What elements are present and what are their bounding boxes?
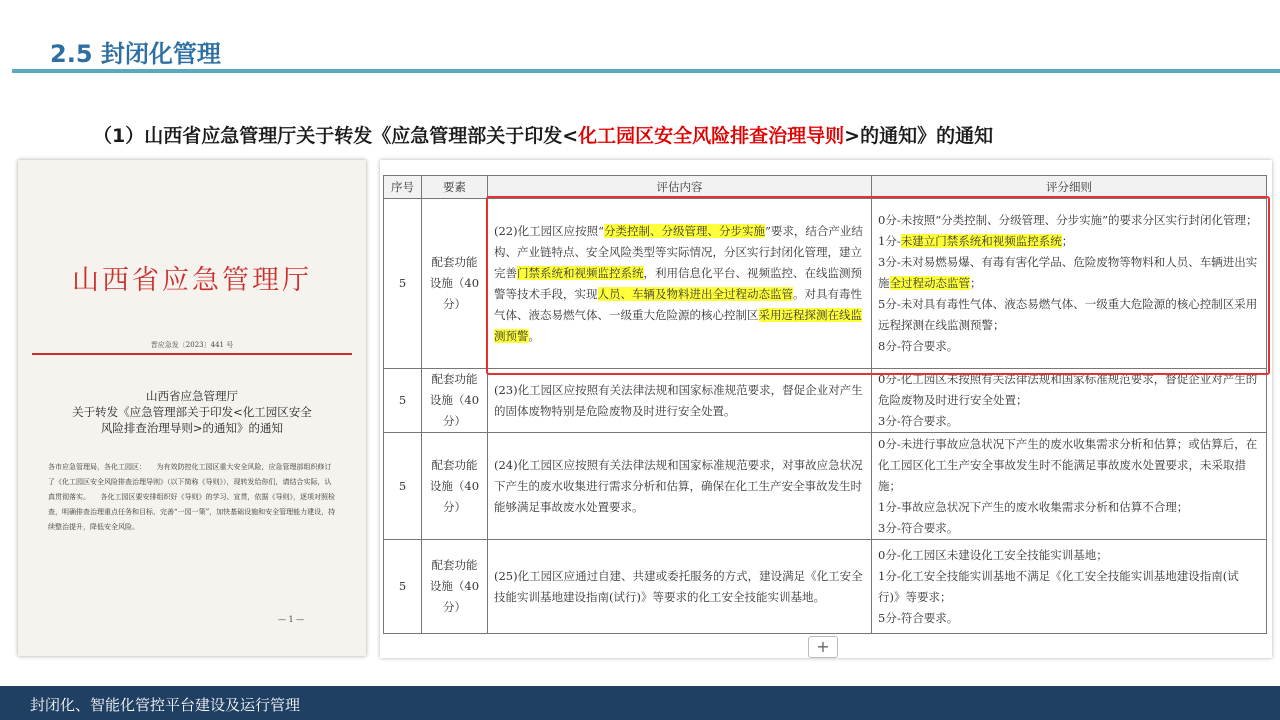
cell-text: 3分-符合要求。 xyxy=(878,414,959,428)
cell-text: 0分-化工园区未建设化工安全技能实训基地； xyxy=(878,547,1108,562)
footer-bar xyxy=(0,686,1280,720)
header-element: 要素 xyxy=(422,176,488,199)
highlighted-text: 门禁系统和视频监控系统 xyxy=(517,265,644,280)
cell-text: 。对具有毒性气体、液态易燃气体、一级重大危险源的核心控制区 xyxy=(494,286,862,322)
slide-subtitle xyxy=(93,121,993,148)
cell-scoring xyxy=(872,369,1267,433)
cell-text: 0分-化工园区未按照有关法律法规和国家标准规范要求，督促企业对产生的危险废物及时进行安全处置； xyxy=(878,372,1258,407)
subtitle-highlight: 化工园区安全风险排查治理导则 xyxy=(578,125,845,147)
document-number: 晋应急发〔2023〕441 号 xyxy=(150,341,234,349)
document-body: 各市应急管理局，各化工园区： 为有效防控化工园区重大安全风险，应急管理部组织修订了《化工园区安全风险排查治理导则》（以下简称《导则》），现转发给你们，请结合实际，认真贯彻落实。 各化工园区要安排组织好《导则》的学习、宣贯，依据《导则》，逐项对照检查，明确排查治理重点任务和目标，完善“一园一策”，加快基础设施和安全管理能力建设，持续整治提升，降低安全风险。 xyxy=(48,463,336,531)
document-title xyxy=(18,388,366,436)
table-row xyxy=(384,369,1267,433)
document-title-line: 风险排查治理导则>的通知》的通知 xyxy=(100,421,284,435)
cell-text: (25)化工园区应通过自建、共建或委托服务的方式，建设满足《化工安全技能实训基地建设指南(试行)》等要求的化工安全技能实训基地。 xyxy=(494,568,863,604)
cell-num: 5 xyxy=(384,540,422,634)
cell-content xyxy=(488,540,872,634)
cell-num: 5 xyxy=(384,199,422,369)
highlighted-text: 未建立门禁系统和视频监控系统 xyxy=(900,234,1062,248)
cell-element: 配套功能设施（40分） xyxy=(422,540,488,634)
header-num: 序号 xyxy=(384,176,422,199)
table-row xyxy=(384,540,1267,634)
cell-text: 1分- xyxy=(878,234,901,248)
table-panel xyxy=(380,160,1272,658)
highlighted-text: 人员、车辆及物料进出全过程动态监管 xyxy=(597,286,793,301)
cell-text: 3分-符合要求。 xyxy=(878,520,959,535)
title-divider xyxy=(12,69,1280,73)
document-title-line: 关于转发《应急管理部关于印发<化工园区安全 xyxy=(72,405,312,419)
cell-text: 5分-未对具有毒性气体、液态易燃气体、一级重大危险源的核心控制区采用远程探测在线监测预警； xyxy=(878,297,1258,332)
document-red-line xyxy=(32,353,352,355)
cell-content xyxy=(488,433,872,540)
highlighted-text: 分类控制、分级管理、分步实施 xyxy=(604,223,765,238)
cell-scoring xyxy=(872,199,1267,369)
cell-text: 。 xyxy=(528,328,540,343)
footer-text: 封闭化、智能化管控平台建设及运行管理 xyxy=(30,696,301,714)
cell-num: 5 xyxy=(384,369,422,433)
table-row xyxy=(384,433,1267,540)
document-title-line: 山西省应急管理厅 xyxy=(146,389,238,403)
cell-text: ； xyxy=(970,276,982,290)
cell-text: (24)化工园区应按照有关法律法规和国家标准规范要求，对事故应急状况下产生的废水收集进行需求分析和估算，确保在化工生产安全事故发生时能够满足事故废水处置要求。 xyxy=(494,457,863,514)
cell-text: 8分-符合要求。 xyxy=(878,339,959,353)
cell-scoring xyxy=(872,540,1267,634)
cell-element: 配套功能设施（40分） xyxy=(422,199,488,369)
table-row xyxy=(384,199,1267,369)
title-bar xyxy=(0,0,1280,80)
assessment-table xyxy=(383,175,1267,634)
official-document-image xyxy=(18,160,366,656)
cell-element: 配套功能设施（40分） xyxy=(422,369,488,433)
cell-text: 0分-未按照“分类控制、分级管理、分步实施”的要求分区实行封闭化管理； xyxy=(878,213,1258,227)
cell-text: (22)化工园区应按照“ xyxy=(494,223,604,238)
cell-element: 配套功能设施（40分） xyxy=(422,433,488,540)
cell-num: 5 xyxy=(384,433,422,540)
document-page-number: — 1 — xyxy=(278,615,305,624)
add-row-button[interactable]: + xyxy=(808,636,838,658)
cell-text: (23)化工园区应按照有关法律法规和国家标准规范要求，督促企业对产生的固体废物特别是危险废物及时进行安全处置。 xyxy=(494,382,863,418)
subtitle-suffix: >的通知》的通知 xyxy=(844,125,994,147)
table-header-row xyxy=(384,176,1267,199)
subtitle-prefix: （1）山西省应急管理厅关于转发《应急管理部关于印发< xyxy=(93,125,579,147)
highlighted-text: 全过程动态监管 xyxy=(889,276,970,290)
cell-text: 1分-事故应急状况下产生的废水收集需求分析和估算不合理； xyxy=(878,499,1189,514)
cell-text: ； xyxy=(1061,234,1074,248)
cell-text: 0分-未进行事故应急状况下产生的废水收集需求分析和估算；或估算后，在化工园区化工生产安全事故发生时不能满足事故废水处置要求，未采取措施； xyxy=(878,436,1258,493)
header-scoring: 评分细则 xyxy=(872,176,1267,199)
cell-text: ”要求，结合产业结构、产业链特点、安全风险类型等实际情况，分区实行封闭化管理，建立完善 xyxy=(494,223,863,280)
highlighted-text: 采用远程探测在线监测预警 xyxy=(494,307,862,343)
cell-text: 5分-符合要求。 xyxy=(878,610,959,625)
cell-content xyxy=(488,199,872,369)
cell-text: ，利用信息化平台、视频监控、在线监测预警等技术手段，实现 xyxy=(494,265,862,301)
cell-content xyxy=(488,369,872,433)
cell-text: 3分-未对易燃易爆、有毒有害化学品、危险废物等物料和人员、车辆进出实施 xyxy=(878,255,1258,290)
cell-scoring xyxy=(872,433,1267,540)
cell-text: 1分-化工安全技能实训基地不满足《化工安全技能实训基地建设指南(试行)》等要求； xyxy=(878,568,1239,604)
page-title: 2.5 封闭化管理 xyxy=(50,40,221,68)
header-content: 评估内容 xyxy=(488,176,872,199)
document-heading: 山西省应急管理厅 xyxy=(72,265,312,296)
